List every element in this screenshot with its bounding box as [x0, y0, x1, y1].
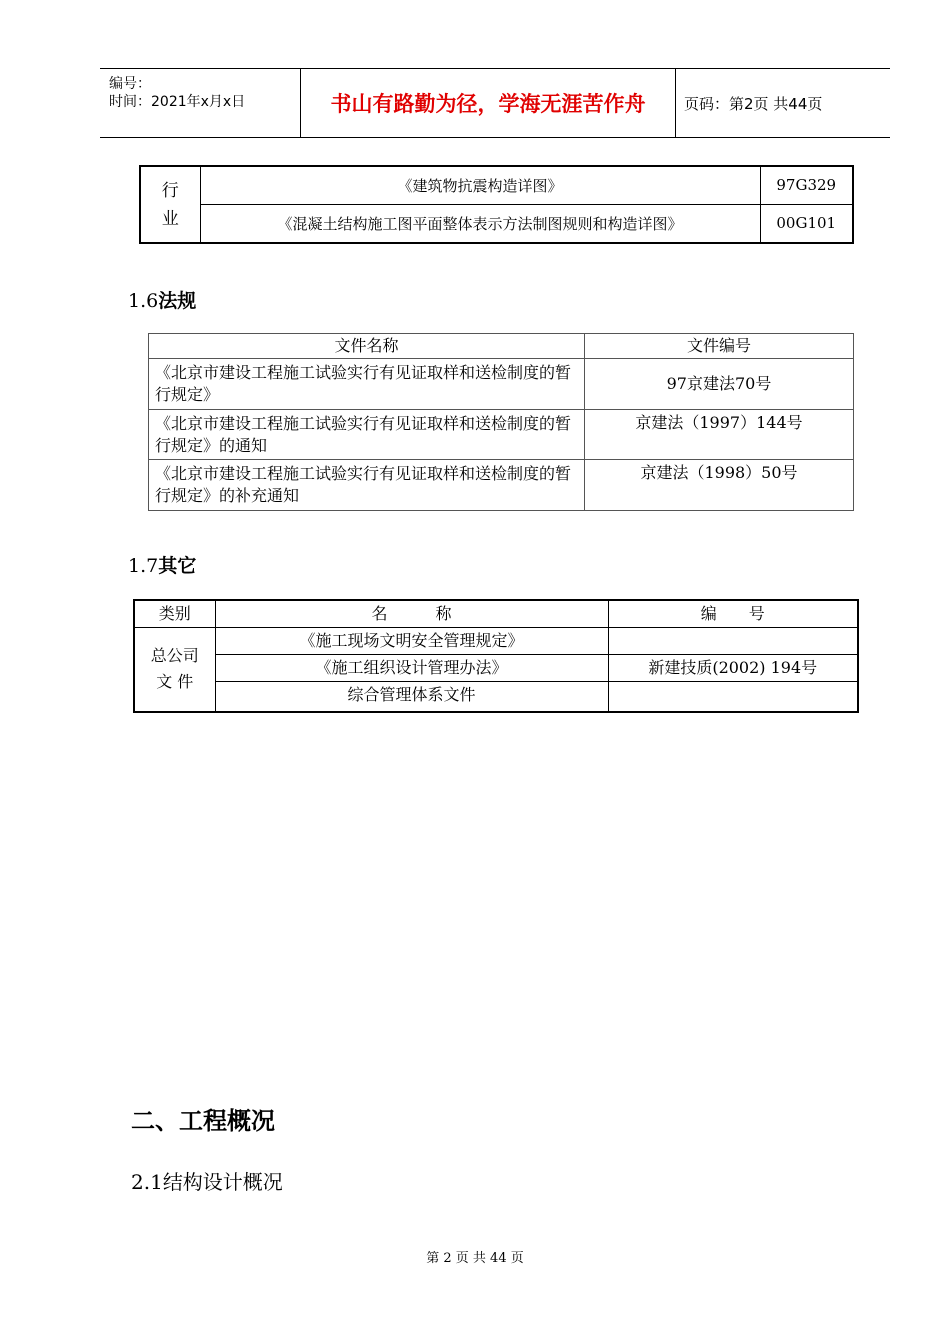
other-documents-table	[133, 599, 859, 713]
category-cell: 行 业	[140, 166, 200, 243]
section-heading-1-7	[128, 551, 196, 578]
document-code-cell: 新建技质(2002) 194号	[608, 654, 858, 681]
table-row	[134, 627, 858, 654]
standard-code-cell: 97G329	[760, 166, 853, 204]
section-title: 其它	[158, 555, 197, 577]
table-row	[149, 410, 854, 460]
column-header: 文件名称	[149, 334, 585, 359]
document-name-cell: 《施工现场文明安全管理规定》	[215, 627, 608, 654]
table-row	[134, 654, 858, 681]
section-heading-1-6	[128, 286, 196, 313]
regulation-name-cell: 《北京市建设工程施工试验实行有见证取样和送检制度的暂行规定》的通知	[149, 410, 585, 460]
table-header-row	[149, 334, 854, 359]
section-heading-2-1	[131, 1166, 283, 1195]
standard-name-cell: 《混凝土结构施工图平面整体表示方法制图规则和构造详图》	[200, 204, 760, 243]
header-motto: 书山有路勤为径，学海无涯苦作舟	[330, 92, 646, 116]
standard-name-cell: 《建筑物抗震构造详图》	[200, 166, 760, 204]
page-footer: 第 2 页 共 44 页	[426, 1251, 524, 1266]
table-row	[149, 359, 854, 410]
table-row	[149, 460, 854, 511]
regulation-code-cell: 97京建法70号	[585, 359, 854, 410]
regulation-name-cell: 《北京市建设工程施工试验实行有见证取样和送检制度的暂行规定》	[149, 359, 585, 410]
table-row	[140, 166, 853, 204]
page-header	[100, 68, 890, 138]
header-time-label: 时间：2021年x月x日	[109, 94, 246, 110]
regulation-code-cell: 京建法（1998）50号	[585, 460, 854, 511]
header-number-label: 编号：	[109, 76, 151, 92]
regulation-code-cell: 京建法（1997）144号	[585, 410, 854, 460]
document-name-cell: 《施工组织设计管理办法》	[215, 654, 608, 681]
column-header: 类别	[134, 600, 215, 627]
document-code-cell	[608, 681, 858, 712]
section-title: 法规	[158, 290, 197, 312]
regulations-table	[148, 333, 854, 511]
table-row	[134, 681, 858, 712]
table-row	[140, 204, 853, 243]
column-header: 名 称	[215, 600, 608, 627]
document-name-cell: 综合管理体系文件	[215, 681, 608, 712]
regulation-name-cell: 《北京市建设工程施工试验实行有见证取样和送检制度的暂行规定》的补充通知	[149, 460, 585, 511]
header-meta	[100, 69, 300, 137]
column-header: 编 号	[608, 600, 858, 627]
section-title: 结构设计概况	[162, 1170, 283, 1194]
standard-code-cell: 00G101	[760, 204, 853, 243]
document-code-cell	[608, 627, 858, 654]
header-divider	[675, 69, 676, 137]
section-number: 1.6	[128, 290, 159, 312]
section-heading-2: 二、工程概况	[131, 1107, 275, 1135]
header-page-label: 页码：第2页 共44页	[684, 94, 823, 113]
industry-standards-table	[139, 165, 854, 244]
table-header-row	[134, 600, 858, 627]
section-number: 1.7	[128, 555, 159, 577]
column-header: 文件编号	[585, 334, 854, 359]
section-number: 2.1	[131, 1170, 163, 1194]
category-cell: 总公司 文 件	[134, 627, 215, 712]
